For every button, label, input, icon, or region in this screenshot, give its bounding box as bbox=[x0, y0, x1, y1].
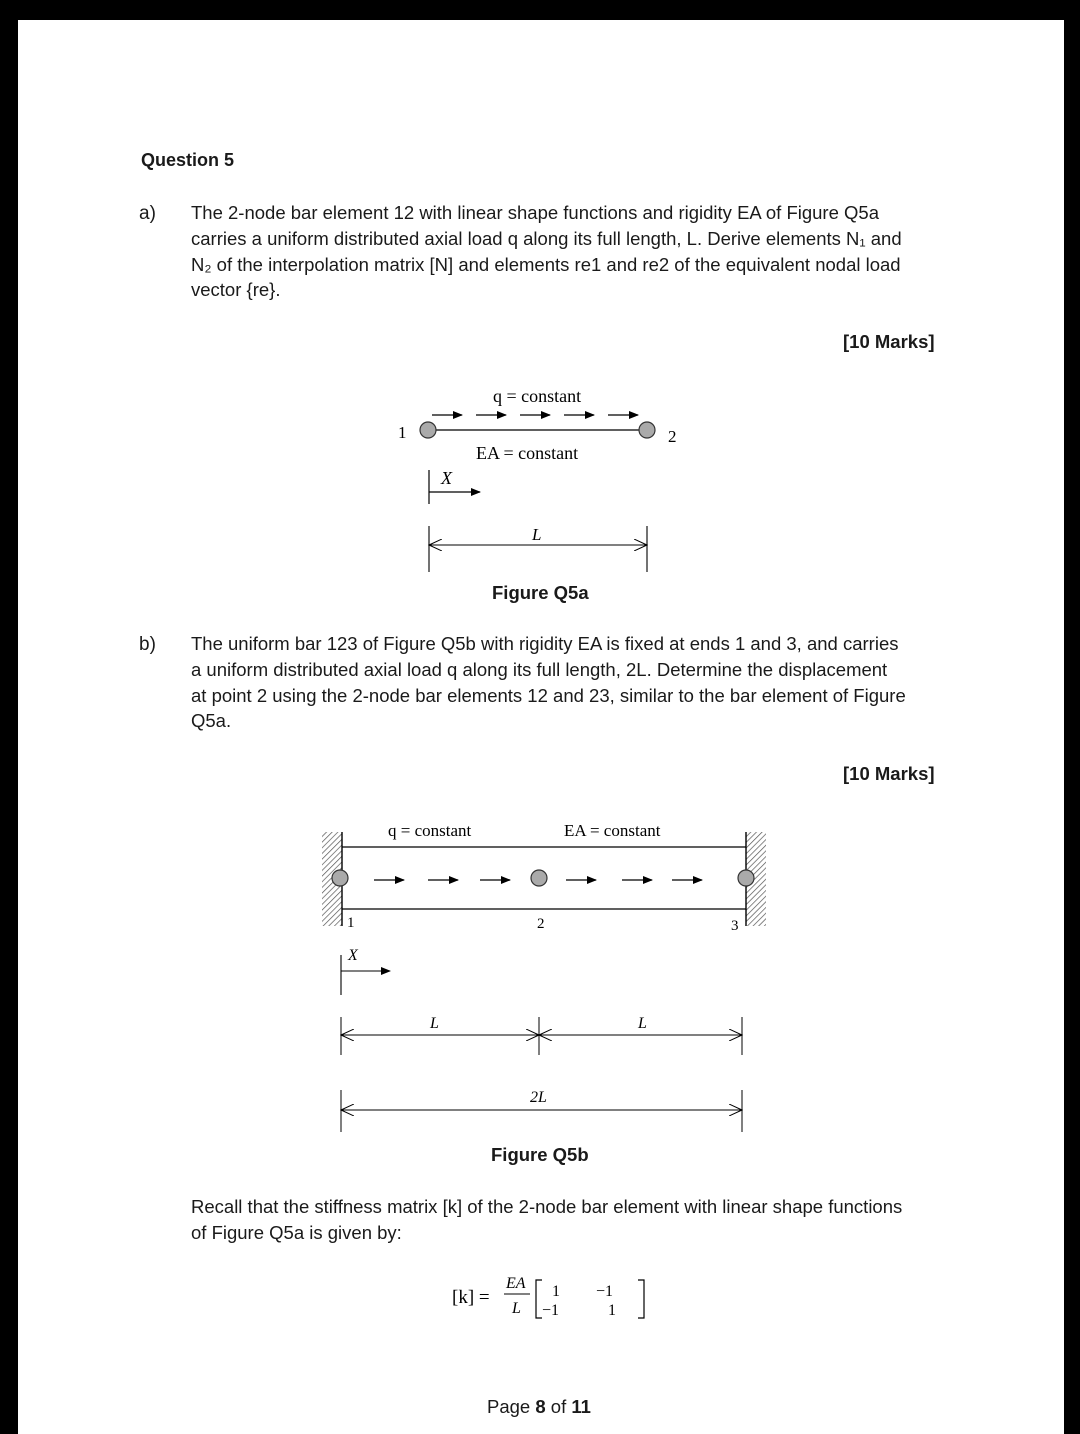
part-b-line: The uniform bar 123 of Figure Q5b with rigidity EA is fixed at ends 1 and 3, and carries bbox=[191, 633, 899, 654]
page-prefix: Page bbox=[487, 1396, 536, 1417]
part-a-text bbox=[191, 200, 941, 303]
fig-b-node-1-label: 1 bbox=[347, 915, 355, 931]
part-b-line: at point 2 using the 2-node bar elements 12 and 23, similar to the bar element of Figure bbox=[191, 684, 906, 706]
fig-b-length-left: L bbox=[430, 1015, 439, 1032]
fig-a-node-2 bbox=[639, 422, 655, 438]
document-page bbox=[18, 20, 1064, 1434]
part-b-text bbox=[191, 631, 941, 734]
fig-b-node-3 bbox=[738, 870, 754, 886]
fig-a-node-1-label: 1 bbox=[398, 423, 407, 442]
fig-b-node-1 bbox=[332, 870, 348, 886]
fig-b-node-2 bbox=[531, 870, 547, 886]
stiffness-equation bbox=[438, 1268, 658, 1328]
part-a-line: carries a uniform distributed axial load q along its full length, L. Derive elements N₁ and bbox=[191, 227, 902, 249]
matrix-k22: 1 bbox=[608, 1302, 616, 1319]
part-b-marks: [10 Marks] bbox=[843, 763, 935, 784]
figure-q5b bbox=[18, 810, 1064, 1150]
recall-line: of Figure Q5a is given by: bbox=[191, 1221, 402, 1243]
matrix-k11: 1 bbox=[552, 1283, 560, 1300]
recall-text bbox=[191, 1194, 941, 1246]
matrix-bracket-right bbox=[638, 1280, 644, 1318]
equation-denominator: L bbox=[512, 1300, 521, 1317]
page-middle: of bbox=[545, 1396, 572, 1417]
recall-line: Recall that the stiffness matrix [k] of the 2-node bar element with linear shape functions bbox=[191, 1196, 903, 1217]
fig-a-length-label: L bbox=[532, 525, 542, 544]
fig-b-node-2-label: 2 bbox=[537, 916, 545, 932]
part-a-line: vector {re}. bbox=[191, 279, 281, 301]
fig-b-load-label: q = constant bbox=[388, 821, 472, 840]
fig-a-node-2-label: 2 bbox=[668, 427, 677, 446]
figure-q5a-caption: Figure Q5a bbox=[492, 582, 589, 603]
part-b-label: b) bbox=[139, 634, 156, 655]
equation-lhs: [k] = bbox=[452, 1287, 490, 1308]
part-a-marks: [10 Marks] bbox=[843, 331, 935, 352]
fig-b-length-total: 2L bbox=[530, 1089, 547, 1106]
part-b-line: Q5a. bbox=[191, 710, 232, 732]
page-number bbox=[487, 1396, 591, 1418]
part-a-line: N₂ of the interpolation matrix [N] and elements re1 and re2 of the equivalent nodal load bbox=[191, 253, 901, 275]
part-b-line: a uniform distributed axial load q along its full length, 2L. Determine the displacement bbox=[191, 658, 888, 680]
figure-q5b-caption: Figure Q5b bbox=[491, 1144, 589, 1165]
fig-a-rigidity-label: EA = constant bbox=[476, 443, 579, 463]
part-a-line: The 2-node bar element 12 with linear shape functions and rigidity EA of Figure Q5a bbox=[191, 202, 879, 223]
matrix-k12: −1 bbox=[596, 1283, 614, 1300]
fig-a-node-1 bbox=[420, 422, 436, 438]
part-a-label: a) bbox=[139, 203, 156, 224]
fig-a-load-label: q = constant bbox=[493, 386, 582, 406]
figure-q5a bbox=[18, 380, 1064, 590]
matrix-k21: −1 bbox=[542, 1302, 560, 1319]
page-current: 8 bbox=[535, 1396, 546, 1417]
fig-b-node-3-label: 3 bbox=[731, 918, 739, 934]
equation-numerator: EA bbox=[506, 1275, 526, 1292]
fig-b-axis-label: X bbox=[348, 947, 358, 964]
fig-b-rigidity-label: EA = constant bbox=[564, 821, 661, 840]
fig-b-length-right: L bbox=[638, 1015, 647, 1032]
question-title: Question 5 bbox=[141, 150, 235, 170]
fig-a-axis-label: X bbox=[441, 468, 452, 488]
page-total: 11 bbox=[571, 1396, 591, 1417]
